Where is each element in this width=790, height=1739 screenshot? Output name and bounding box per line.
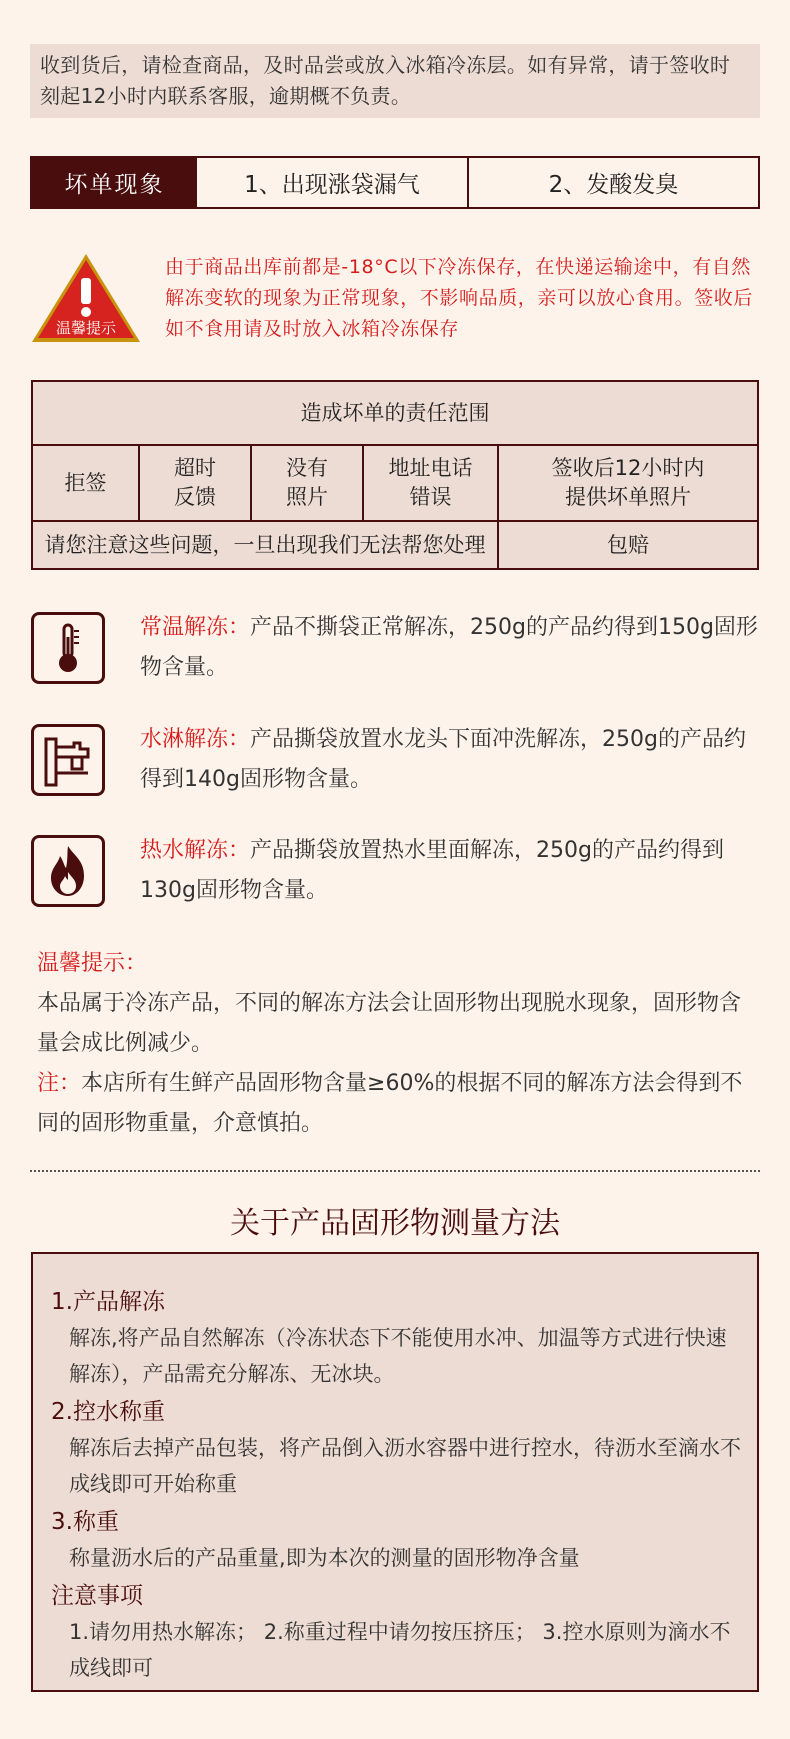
tips-line1: 本品属于冷冻产品，不同的解冻方法会让固形物出现脱水现象，固形物含量会成比例减少。 [37,991,742,1056]
bad-phenomena-row [30,156,760,209]
bad-item-1: 1、出现涨袋漏气 [197,158,469,207]
thermometer-icon [31,612,105,684]
warning-badge [28,250,148,350]
warning-badge-label: 温馨提示 [55,319,117,337]
cell-photo-within-12h: 签收后12小时内 提供坏单照片 [498,445,758,521]
method-heading: 关于产品固形物测量方法 [230,1206,560,1241]
flame-icon [31,835,105,907]
cell-compensate: 包赔 [498,521,758,569]
thaw-method-room [31,612,761,688]
cell-timeout: 超时 反馈 [139,445,251,521]
tips-note: 注：本店所有生鲜产品固形物含量≥60%的根据不同的解冻方法会得到不同的固形物重量，介意慎拍。 [37,1071,743,1136]
cell-reject: 拒签 [32,445,139,521]
step1-title: 1.产品解冻 [51,1289,165,1315]
step2-title: 2.控水称重 [51,1399,165,1425]
bad-item-2: 2、发酸发臭 [548,172,679,198]
tips-title: 温馨提示： [37,951,148,976]
cell-no-photo: 没有 照片 [251,445,363,521]
tips-block [37,944,757,1144]
notice-text: 收到货后，请检查商品，及时品尝或放入冰箱冷冻层。如有异常，请于签收时刻起12小时内联系客服，逾期概不负责。 [30,44,760,118]
bad-phenomena-label: 坏单现象 [32,158,197,207]
faucet-icon [31,724,105,796]
thaw-room-text: 常温解冻：产品不撕袋正常解冻，250g的产品约得到150g固形物含量。 [140,615,758,680]
thaw-method-hot [31,835,761,911]
notes-text: 1.请勿用热水解冻； 2.称重过程中请勿按压挤压； 3.控水原则为滴水不成线即可 [69,1620,731,1680]
thaw-water-text: 水淋解冻：产品撕袋放置水龙头下面冲洗解冻，250g的产品约得到140g固形物含量。 [140,727,746,792]
step2-text: 解冻后去掉产品包装，将产品倒入沥水容器中进行控水，待沥水至滴水不成线即可开始称重 [69,1436,741,1496]
step3-text: 称量沥水后的产品重量,即为本次的测量的固形物净含量 [69,1546,580,1570]
dotted-divider [30,1170,760,1172]
cell-unable-note: 请您注意这些问题，一旦出现我们无法帮您处理 [32,521,498,569]
notes-title: 注意事项 [51,1583,143,1609]
cell-address-error: 地址电话 错误 [363,445,498,521]
step1-text: 解冻,将产品自然解冻（冷冻状态下不能使用水冲、加温等方式进行快速解冻），产品需充分解冻、无冰块。 [69,1326,727,1386]
thaw-hot-text: 热水解冻：产品撕袋放置热水里面解冻，250g的产品约得到130g固形物含量。 [140,838,724,903]
warning-triangle-icon [28,250,148,350]
method-box [31,1252,759,1692]
thaw-method-water [31,724,761,800]
warning-text: 由于商品出库前都是-18°C以下冷冻保存，在快递运输途中，有自然解冻变软的现象为正常现象，不影响品质，亲可以放心食用。签收后如不食用请及时放入冰箱冷冻保存 [165,256,754,340]
responsibility-table [31,380,759,570]
responsibility-title: 造成坏单的责任范围 [32,381,758,445]
step3-title: 3.称重 [51,1509,119,1535]
